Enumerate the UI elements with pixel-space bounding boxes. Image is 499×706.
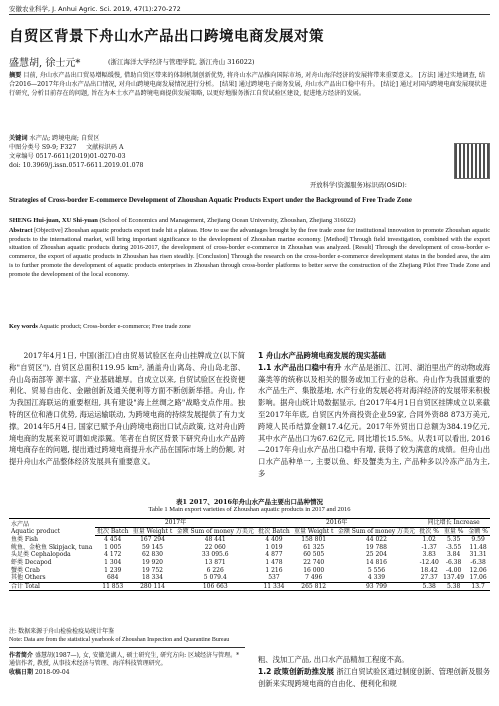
received-text: 2018-09-04 xyxy=(34,668,70,676)
table-cell: -6.38 xyxy=(445,558,462,566)
doc-code: 文献标识码 A xyxy=(86,144,124,151)
table-cell: 11 853 xyxy=(95,582,131,591)
body-right-column xyxy=(258,350,490,480)
paper-title: 自贸区背景下舟山水产品出口跨境电商发展对策 xyxy=(9,29,324,45)
table-cell: 16 000 xyxy=(303,566,325,574)
english-authors xyxy=(9,217,356,224)
table-row xyxy=(9,582,490,591)
table-cell: 5.38 xyxy=(441,582,466,591)
english-author-names: SHENG Hui-juan, XU Shi-yuan xyxy=(9,217,98,224)
table-cell: 4 172 xyxy=(104,551,122,559)
section-1-1-heading: 1.1 水产品出口稳中有升 xyxy=(258,362,342,372)
english-abstract xyxy=(9,227,490,279)
table-cell: 12.06 xyxy=(469,566,487,574)
th-weight-pct: 重量 % xyxy=(441,527,466,536)
footnote-rule xyxy=(9,647,245,648)
table-cell: 1 304 xyxy=(104,558,122,566)
authors: 盛慧胡, 徐士元* xyxy=(9,58,81,69)
table-cell: 61 325 xyxy=(303,543,325,551)
table-cell: 4 877 xyxy=(265,551,283,559)
table-head-2017: 2017年 xyxy=(95,519,256,528)
table-cell: 5.35 xyxy=(446,536,461,544)
header-rule xyxy=(9,14,490,15)
table-cell: 6 226 xyxy=(206,566,224,574)
keywords-cn xyxy=(9,134,490,143)
osid-label: 开放科学(资源服务)标识码(OSID): xyxy=(310,182,407,189)
table-cell: 137.49 xyxy=(443,574,465,582)
export-table xyxy=(9,518,490,591)
english-abstract-text: [Objective] Zhoushan aquatic products export trade hit a plateau. How to use the advantages brought by the free trade zone for institutional innovation to promote Zhoushan aquatic products to the international market, will bring important significance to the development of Zhoushan marine economy. [Method] Through field investigation, combined with the export situation of Zhoushan aquatic products during 2016-2017, the development of cross-border e-commerce in Zhoushan was analyzed. [Result] Through the development of cross-border e-commerce, the export of aquatic products in Zhoushan has risen steadily. [Conclusion] Through the research on the cross-border e-commerce development status in the bonded area, the aim is to further promote the development of aquatic products enterprises in Zhoushan through cross-border platforms to better serve the construction of the Zhejiang Pilot Free Trade Zone and promote the development of the local economy. xyxy=(9,227,490,278)
table-note xyxy=(9,628,229,644)
body-right-bottom xyxy=(258,654,490,689)
table-head-growth: 同比增长 Increase xyxy=(417,519,490,528)
table-caption-en: Table 1 Main export varieties of Zhoushan aquatic products in 2017 and 2016 xyxy=(148,506,351,513)
table-cell: 31.31 xyxy=(469,551,487,559)
table-cell: 1 216 xyxy=(265,566,283,574)
qr-code[interactable] xyxy=(454,143,490,179)
table-caption-cn: 表1 2017、2016年舟山水产品主要出口品种情况 xyxy=(176,498,323,506)
table-cell: 19 788 xyxy=(365,543,387,551)
table-cell: 5 556 xyxy=(367,566,386,574)
section-1-2-text: 浙江自贸试验区通过制度创新、管理创新及服务创新来实现跨境电商的自由化、便利化和规 xyxy=(258,666,490,688)
table-cell: 537 xyxy=(268,574,280,582)
table-cell: 1 005 xyxy=(104,543,122,551)
table-cell: 3.84 xyxy=(446,551,461,559)
th-money-2017: 金额 Sum of money 万美元 xyxy=(174,527,256,536)
body-right-bottom-text: 粗、浅加工产品, 出口水产品精加工程度不高。 xyxy=(258,655,409,664)
table-cell: 1.02 xyxy=(422,536,436,544)
english-keywords-label: Key words xyxy=(9,323,38,330)
journal-header: 安徽农业科学, J. Anhui Agric. Sci. 2019, 47(1):270-272 xyxy=(9,5,181,13)
table-head-item-en: Aquatic product xyxy=(11,528,61,536)
th-weight-2017: 重量 Weight t xyxy=(131,527,175,536)
table-cell: 9.59 xyxy=(471,536,485,544)
table-cell: 167 294 xyxy=(140,536,165,544)
classification xyxy=(9,143,299,152)
table-cell: -1.37 xyxy=(421,543,437,551)
table-cell: 93 799 xyxy=(336,582,418,591)
table-cell: 4 454 xyxy=(104,536,122,544)
table-cell: 1 478 xyxy=(265,558,283,566)
table-cell: 1 239 xyxy=(104,566,122,574)
table-row xyxy=(9,567,490,575)
th-money-2016: 金额 Sum of money 万美元 xyxy=(336,527,418,536)
section-1-1-text: 水产品是浙江、江河、湖泊里出产的动物或海藻类等的统称以及相关的服务或加工行业的总称。舟山作为我国重要的水产品生产、集散基地, 水产行业的发展必将对海洋经济的发展带来积极影响。据舟山统计局数据显示, 自2017年4月1日自贸区挂牌成立以来截至2017年年底, 自贸区内外商投资企业59家, 合同外资88 873万美元, 跨境人民币结算金额17.4亿元。2017年外贸出口总额为384.19亿元, 其中水产品出口为67.62亿元, 同比增长15.5%。从表1可以看出, 2016—2017年舟山水产品出口稳中有增, 获得了较为满意的成绩。但舟山出口水产品种单一, 主要以鱼、虾及蟹类为主, 产品种多以冷冻产品为主, 多 xyxy=(258,362,491,478)
table-cell: 11.48 xyxy=(469,543,487,551)
table-cell: 13.7 xyxy=(466,582,490,591)
table-cell-name: 合计 Total xyxy=(9,582,95,591)
abstract-cn-text: 目前, 舟山水产品出口贸易增幅缓慢, 借助自贸区带来的体制机制创新优势, 将舟山水产品推向国际市场, 对舟山海洋经济的发展将带来重要意义。 [方法] 通过实地调查, 结合2016—2017年舟山水产品出口情况, 对舟山跨境电商发展情况进行分析。 [结果] 通过跨境电子商务发展, 舟山水产品出口稳中有升。 [结论] 通过对国内跨境电商发展现状进行研究, 分析目前存在的问题, 旨在为本土水产品跨境电商提供发展策略, 以更好地服务浙江自贸试验区建设, 促进地方经济的发展。 xyxy=(9,72,487,97)
table-row xyxy=(9,544,490,552)
table-head-2016: 2016年 xyxy=(256,519,417,528)
table-cell: 14 816 xyxy=(365,558,387,566)
table-cell: 22 060 xyxy=(204,543,226,551)
received-date xyxy=(9,669,245,677)
th-batch-2016: 批次 Batch xyxy=(256,527,292,536)
table-cell: 19 752 xyxy=(142,566,163,574)
table-row xyxy=(9,574,490,582)
table-cell: 4 339 xyxy=(367,574,386,582)
table-cell: 62 830 xyxy=(142,551,163,559)
table-row xyxy=(9,536,490,544)
table-body xyxy=(9,536,490,591)
table-row xyxy=(9,551,490,559)
table-cell: 280 114 xyxy=(131,582,175,591)
table-cell: 48 441 xyxy=(204,536,226,544)
table-cell-name: 蟹类 Crab xyxy=(11,566,40,574)
th-batch-pct: 批次 % xyxy=(417,527,441,536)
table-cell: -12.40 xyxy=(419,558,439,566)
table-cell: 18 334 xyxy=(142,574,163,582)
author-bio-text: 盛慧胡(1987—), 女, 安徽芜湖人, 硕士研究生, 研究方向: 区域经济与管理。*通信作者, 教授, 从事技术经济与管理、海洋科技管理研究。 xyxy=(9,652,240,668)
table-note-cn: 注: 数据来源于舟山检验检疫局统计年鉴 xyxy=(9,629,115,635)
affiliation: (浙江海洋大学经济与管理学院, 浙江舟山 316022) xyxy=(108,58,255,66)
table-note-en: Note: Data are from the statistical yearbook of Zhoushan Inspection and Quarantine Bureau xyxy=(9,637,230,643)
footnote xyxy=(9,652,245,677)
table-cell: 4 409 xyxy=(265,536,283,544)
table-cell: 17.06 xyxy=(469,574,487,582)
table-cell: 44 022 xyxy=(365,536,387,544)
english-title: Strategies of Cross-border E-commerce Development of Zhoushan Aquatic Products Export under the Background of Free Trade Zone xyxy=(9,196,412,204)
abstract-cn xyxy=(9,71,490,98)
article-number: 文章编号 0517-6611(2019)01-0270-03 xyxy=(9,153,126,160)
table-cell-name: 虾类 Decapod xyxy=(11,558,52,566)
table-cell: 19 920 xyxy=(142,558,163,566)
author-bio xyxy=(9,652,245,669)
table-cell-name: 其他 Others xyxy=(11,574,46,582)
keywords-cn-label: 关键词 xyxy=(9,135,28,142)
table-cell-name: 鱿鱼、金枪鱼 Skipjack, tuna xyxy=(11,543,93,551)
table-cell: 22 740 xyxy=(303,558,325,566)
table-cell: 265 812 xyxy=(292,582,336,591)
table-cell: -6.38 xyxy=(470,558,486,566)
english-keywords-text: Aquatic product; Cross-border e-commerce; Free trade zone xyxy=(39,323,191,330)
body-left-column xyxy=(9,350,245,468)
section-1-heading: 1 舟山水产品跨境电商发展的现实基础 xyxy=(258,351,386,360)
doi: doi: 10.3969/j.issn.0517-6611.2019.01.078 xyxy=(9,162,144,169)
keywords-cn-text: 水产品; 跨境电商; 自贸区 xyxy=(29,135,100,142)
table-cell: 684 xyxy=(107,574,119,582)
table-cell: 13 871 xyxy=(204,558,226,566)
table-cell: 18.42 xyxy=(420,566,438,574)
table-cell: 5 079.4 xyxy=(203,574,227,582)
table-cell-name: 头足类 Cephalopoda xyxy=(11,551,71,559)
english-affiliation: (School of Economics and Management, Zhejiang Ocean University, Zhoushan, Zhejiang 316022) xyxy=(99,217,356,224)
clc-number: 中图分类号 S9-9; F327 xyxy=(9,144,77,151)
th-batch-2017: 批次 Batch xyxy=(95,527,131,536)
table-cell: 27.37 xyxy=(420,574,438,582)
table-row xyxy=(9,559,490,567)
table-cell: 25 204 xyxy=(365,551,387,559)
table-cell-name: 鱼类 Fish xyxy=(11,535,38,543)
author-bio-label: 作者简介 xyxy=(9,652,34,659)
table-cell: 11 334 xyxy=(256,582,292,591)
received-label: 收稿日期 xyxy=(9,668,34,676)
table-cell: 7 496 xyxy=(305,574,323,582)
table-cell: 1 019 xyxy=(265,543,283,551)
th-weight-2016: 重量 Weight t xyxy=(292,527,336,536)
english-abstract-label: Abstract xyxy=(9,227,33,234)
abstract-cn-label: 摘要 xyxy=(9,72,22,79)
section-1-2-heading: 1.2 政策创新助推发展 xyxy=(258,666,335,676)
table-cell: 3.83 xyxy=(422,551,436,559)
table-cell: 60 505 xyxy=(303,551,325,559)
table-cell: 33 095.6 xyxy=(201,551,229,559)
english-keywords xyxy=(9,323,191,330)
table-cell: 158 801 xyxy=(301,536,327,544)
table-cell: -3.55 xyxy=(445,543,462,551)
table-cell: 106 663 xyxy=(174,582,256,591)
table-cell: 59 145 xyxy=(142,543,163,551)
table-cell: -4.00 xyxy=(445,566,462,574)
th-money-pct: 金额 % xyxy=(466,527,490,536)
table-head-item-cn: 水产品 xyxy=(11,520,30,528)
table-head-item xyxy=(9,519,95,536)
intro-paragraph: 2017年4月1日, 中国(浙江)自由贸易试验区在舟山挂牌成立(以下简称"自贸区"), 自贸区总面积119.95 km², 涵盖舟山离岛、舟山岛北部、舟山岛南部等 源丰富、产业基础雄厚。自成立以来, 自贸试验区在投资便利化、贸易自由化、金融创新及通关便利等方面不断创新举措。舟山, 作为我国江海联运的重要枢纽, 具有建设"海上丝绸之路"战略支点作用。独特的区位和港口优势, 海运运输联动, 为跨境电商的持续发展提供了有力支撑。2014年5月4日, 国家已赋予舟山跨境电商出口试点政策, 这对舟山跨境电商的发展来说可谓如虎添翼。笔者在自贸区背景下研究舟山水产品跨境电商存在的问题, 提出通过跨境电商提升水产品在国际市场上的份额, 对提升舟山水产品整体经济发展具有重要意义。 xyxy=(9,351,245,467)
table-cell: 5.38 xyxy=(417,582,441,591)
